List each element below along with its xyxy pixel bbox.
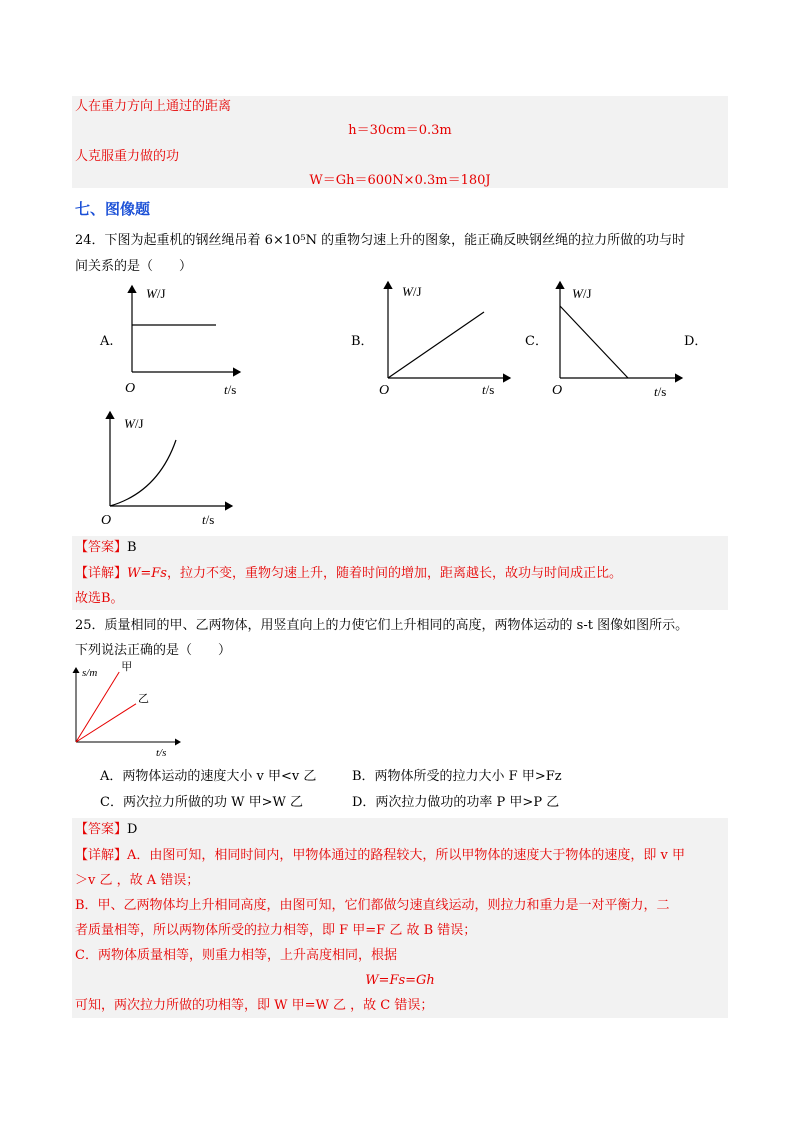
q24-option-d-label: D． [684,334,708,349]
q25-stem-line-1: 25．质量相同的甲、乙两物体，用竖直向上的力使它们上升相同的高度，两物体运动的 s-t 图像如图所示。 [75,618,689,633]
prev-formula-2: W＝Gh＝600N×0.3m＝180J [309,173,491,188]
q24-graph-d [98,408,238,530]
series-line [388,312,484,378]
y-axis-label: W/J [124,416,144,431]
q24-graph-a [110,280,250,400]
q25-stem-line-2: 下列说法正确的是（ ） [75,643,232,658]
x-axis-label: t/s [202,512,215,527]
answer-tag: 【答案】 [75,540,128,555]
answer-value: D [127,822,138,837]
q24-stem-line-1: 24．下图为起重机的钢丝绳吊着 6×10⁵N 的重物匀速上升的图象，能正确反映钢丝绳的拉力所做的功与时 [75,233,686,248]
y-axis-label: W/J [572,286,592,301]
x-axis-label: t/s [224,382,237,397]
series-line-jia [76,672,119,742]
x-axis-label: t/s [654,384,667,399]
q24-conclusion: 故选B。 [75,591,124,606]
series-curve [110,440,176,506]
x-axis-label: t/s [482,382,495,397]
series-line-yi [76,704,136,742]
detail-formula: W=Fs [127,566,167,581]
origin-label: O [101,513,112,528]
q25-option-b: B．两物体所受的拉力大小 F 甲>Fz [352,769,562,784]
q24-option-c-label: C． [525,334,548,349]
q24-detail-line [75,565,622,583]
q24-option-b-label: B． [351,334,374,349]
q25-detail-b-line-1: B．甲、乙两物体均上升相同高度，由图可知，它们都做匀速直线运动，则拉力和重力是一对平衡力，二 [75,898,670,913]
series-line [560,306,628,378]
answer-value: B [127,540,137,555]
series-label-jia: 甲 [121,661,133,673]
detail-tag: 【详解】 [75,566,128,581]
q25-detail-c-line-2: 可知，两次拉力所做的功相等，即 W 甲=W 乙 ，故 C 错误； [75,998,434,1013]
q25-option-a: A．两物体运动的速度大小 v 甲<v 乙 [100,769,317,784]
origin-label: O [125,381,136,396]
detail-text: ，拉力不变，重物匀速上升，随着时间的增加，距离越长，故功与时间成正比。 [166,566,622,581]
detail-tag: 【详解】 [75,848,128,863]
q25-option-d: D．两次拉力做功的功率 P 甲>P 乙 [352,795,560,810]
q25-detail-c-line-1: C．两物体质量相等，则重力相等，上升高度相同，根据 [75,948,397,963]
q24-stem-line-2: 间关系的是（ ） [75,259,193,274]
answer-tag: 【答案】 [75,822,128,837]
q25-detail-a-line-2: ＞v 乙 ，故 A 错误； [75,873,200,888]
section-title: 七、图像题 [75,200,151,218]
y-axis-label: W/J [402,284,422,299]
q24-option-a-label: A. [100,334,114,349]
origin-label: O [552,383,563,398]
prev-line-1: 人在重力方向上通过的距离 [75,99,232,114]
origin-label: O [379,383,390,398]
prev-formula-1: h＝30cm＝0.3m [348,123,452,138]
q24-graph-b [370,276,520,400]
q25-st-chart [64,660,184,760]
q25-answer-line [75,821,137,839]
q24-answer-line [75,539,137,557]
q25-detail-a-line-1 [75,847,685,865]
prev-line-2: 人克服重力做的功 [75,149,180,164]
q25-option-c: C．两次拉力所做的功 W 甲>W 乙 [100,795,303,810]
series-label-yi: 乙 [138,692,149,705]
detail-text: A．由图可知，相同时间内，甲物体通过的路程较大，所以甲物体的速度大于物体的速度，即 v 甲 [127,848,686,863]
y-axis-label: s/m [82,667,98,679]
q24-graph-c [540,276,690,400]
q25-detail-b-line-2: 者质量相等，所以两物体所受的拉力相等，即 F 甲=F 乙 故 B 错误； [75,923,477,938]
q25-detail-c-formula: W=Fs=Gh [365,973,435,988]
y-axis-label: W/J [146,286,166,301]
x-axis-label: t/s [156,747,167,759]
